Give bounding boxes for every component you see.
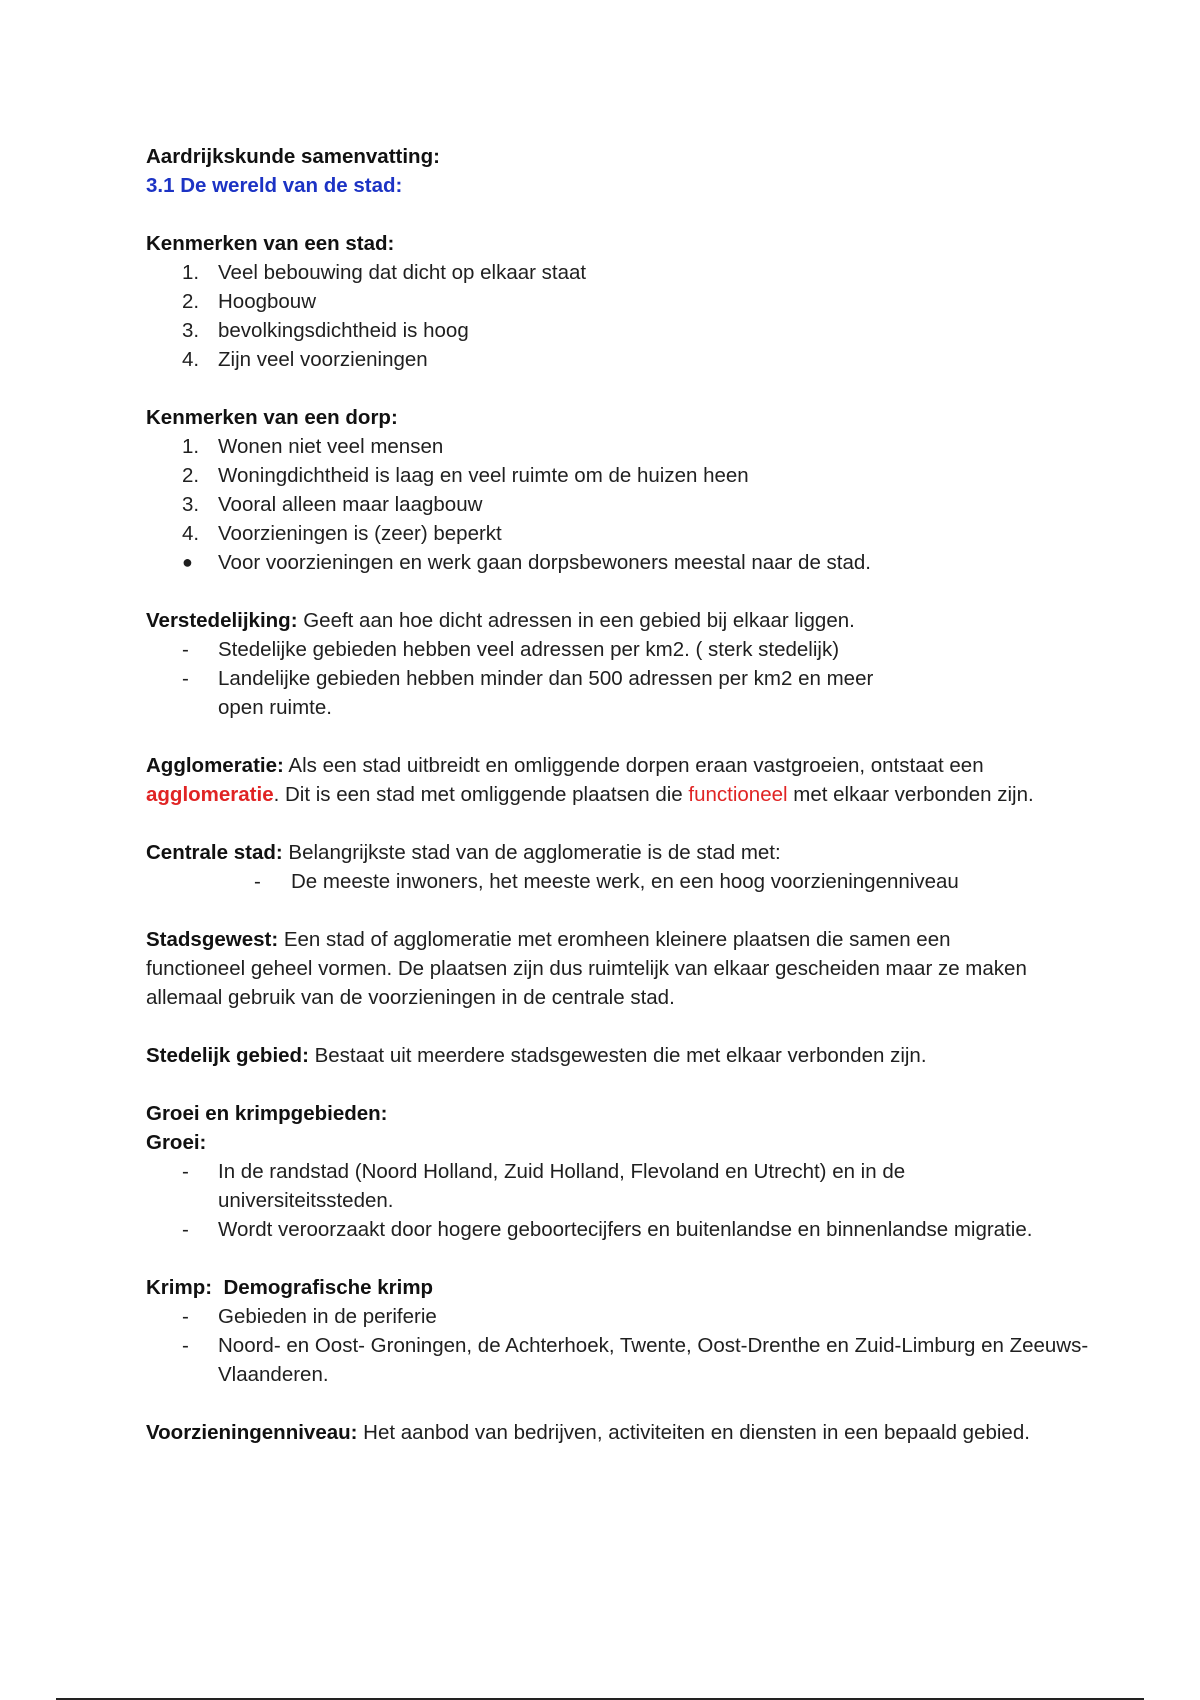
list-item: 4. Voorzieningen is (zeer) beperkt — [146, 519, 1066, 548]
dash-marker: - — [182, 638, 189, 661]
verstedelijking-list — [146, 635, 1066, 722]
chapter-heading: 3.1 De wereld van de stad: — [146, 174, 403, 197]
dorp-heading: Kenmerken van een dorp: — [146, 406, 398, 429]
voorzieningenniveau-definition: Voorzieningenniveau: Het aanbod van bedrijven, activiteiten en diensten in een bepaald gebied. — [146, 1421, 1030, 1444]
centrale-list — [146, 867, 1066, 896]
document-title: Aardrijkskunde samenvatting: — [146, 145, 440, 168]
list-marker: 4. — [182, 348, 200, 371]
list-item: 1. Veel bebouwing dat dicht op elkaar staat — [146, 258, 1066, 287]
groei-krimp-heading: Groei en krimpgebieden: — [146, 1102, 388, 1125]
dash-marker: - — [182, 1305, 189, 1328]
list-item: - Landelijke gebieden hebben minder dan 500 adressen per km2 en meer open ruimte. — [146, 664, 918, 722]
stadsgewest-definition: Stadsgewest: Een stad of agglomeratie met eromheen kleinere plaatsen die samen een functioneel geheel vormen. De plaatsen zijn dus ruimtelijk van elkaar gescheiden maar ze maken allemaal gebruik van de voorzieningen in de centrale stad. — [146, 928, 1027, 1009]
list-item: - Stedelijke gebieden hebben veel adressen per km2. ( sterk stedelijk) — [146, 635, 1066, 664]
stad-list — [146, 258, 1066, 374]
centrale-stad-definition: Centrale stad: Belangrijkste stad van de agglomeratie is de stad met: — [146, 841, 781, 864]
groei-list — [146, 1157, 1066, 1244]
list-marker: 1. — [182, 435, 200, 458]
list-item: 1. Wonen niet veel mensen — [146, 432, 1066, 461]
krimp-list — [146, 1302, 1089, 1389]
list-marker: 3. — [182, 319, 200, 342]
list-marker: 3. — [182, 493, 200, 516]
list-marker: 1. — [182, 261, 200, 284]
dash-marker: - — [182, 1160, 189, 1183]
krimp-heading: Krimp: Demografische krimp — [146, 1276, 434, 1299]
dash-marker: - — [182, 1334, 189, 1357]
list-item: - Wordt veroorzaakt door hogere geboortecijfers en buitenlandse en binnenlandse migratie. — [146, 1215, 1078, 1244]
list-marker: 2. — [182, 290, 200, 313]
list-marker: 2. — [182, 464, 200, 487]
list-item: 2. Woningdichtheid is laag en veel ruimte om de huizen heen — [146, 461, 1066, 490]
groei-subheading: Groei: — [146, 1131, 207, 1154]
dorp-list — [146, 432, 1066, 577]
list-item: - Noord- en Oost- Groningen, de Achterhoek, Twente, Oost-Drenthe en Zuid-Limburg en Zeeuws-Vlaanderen. — [146, 1331, 1118, 1389]
list-item: 3. bevolkingsdichtheid is hoog — [146, 316, 1066, 345]
list-item: - In de randstad (Noord Holland, Zuid Holland, Flevoland en Utrecht) en in de universiteitssteden. — [146, 1157, 1038, 1215]
list-item: 3. Vooral alleen maar laagbouw — [146, 490, 1066, 519]
dash-marker: - — [254, 870, 261, 893]
list-item: 4. Zijn veel voorzieningen — [146, 345, 1066, 374]
list-marker: 4. — [182, 522, 200, 545]
dash-marker: - — [182, 1218, 189, 1241]
stad-heading: Kenmerken van een stad: — [146, 232, 395, 255]
list-item: - Gebieden in de periferie — [146, 1302, 1066, 1331]
highlight-term: functioneel — [688, 783, 788, 806]
agglomeratie-definition: Agglomeratie: Als een stad uitbreidt en omliggende dorpen eraan vastgroeien, ontstaat een agglomeratie. Dit is een stad met omliggende plaatsen die functioneel met elkaar verbonden zijn. — [146, 754, 1034, 806]
bullet-icon: ● — [182, 552, 193, 572]
stedelijk-gebied-definition: Stedelijk gebied: Bestaat uit meerdere stadsgewesten die met elkaar verbonden zijn. — [146, 1044, 927, 1067]
list-item: - De meeste inwoners, het meeste werk, en een hoog voorzieningenniveau — [146, 867, 1066, 896]
document-page — [146, 142, 1089, 1447]
dash-marker: - — [182, 667, 189, 690]
highlight-term: agglomeratie — [146, 783, 274, 806]
list-item: ● Voor voorzieningen en werk gaan dorpsbewoners meestal naar de stad. — [146, 548, 1066, 577]
verstedelijking-definition: Verstedelijking: Geeft aan hoe dicht adressen in een gebied bij elkaar liggen. — [146, 609, 855, 632]
list-item: 2. Hoogbouw — [146, 287, 1066, 316]
